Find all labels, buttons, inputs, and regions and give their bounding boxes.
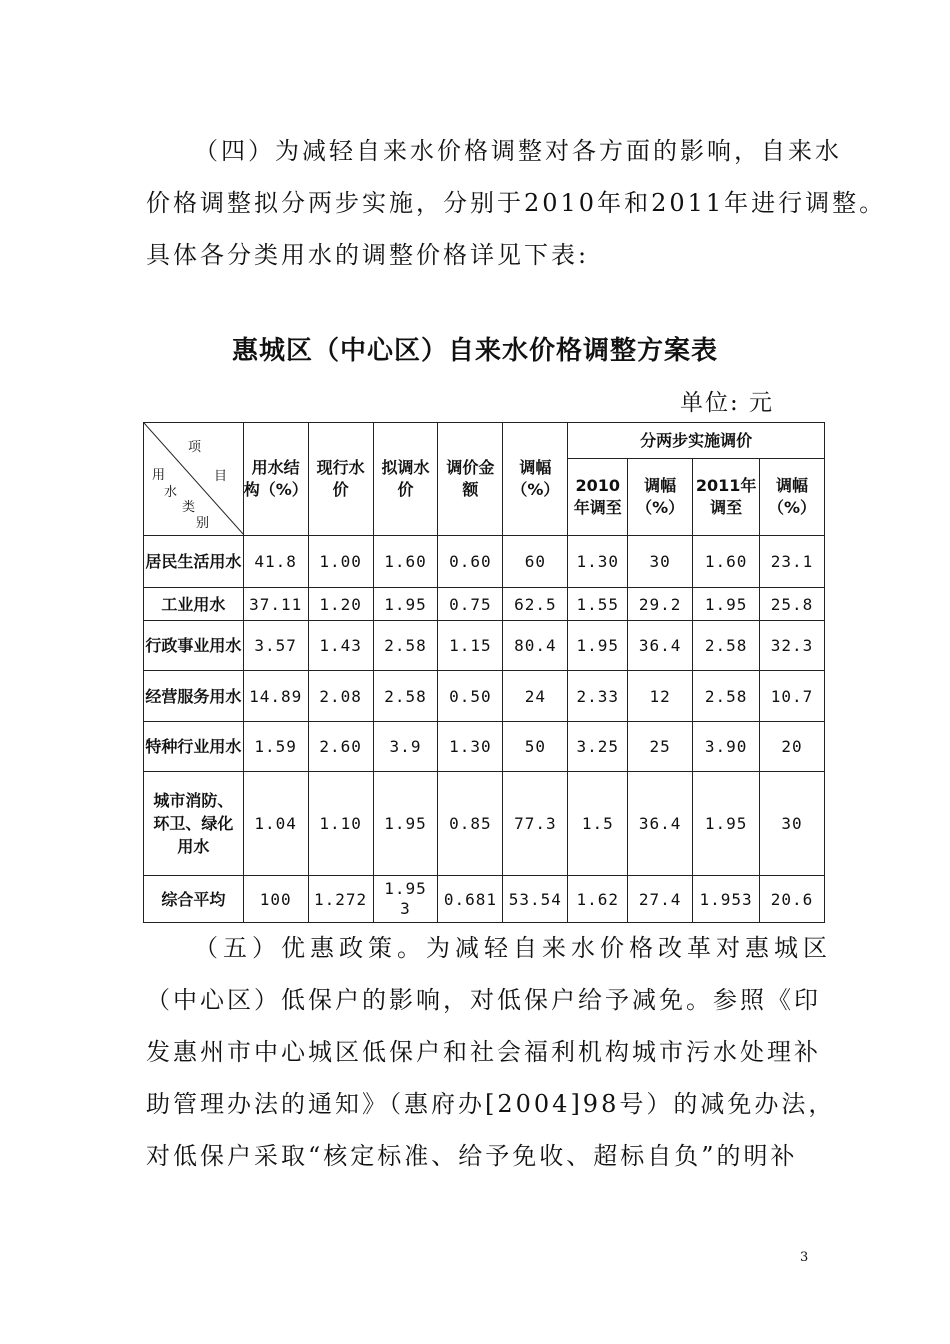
cell-2011: 1.95: [693, 588, 760, 621]
cell-amount: 0.681: [438, 876, 503, 923]
paragraph-line: （五）优惠政策。为减轻自来水价格改革对惠城区: [194, 934, 832, 962]
cell-current: 1.43: [308, 621, 373, 671]
corner-label: 类: [182, 500, 196, 515]
header-adjust-amount: 调价金额: [438, 423, 503, 536]
cell-proposed: 1.95: [373, 772, 438, 876]
table-row: [144, 621, 825, 671]
cell-rate-2011: 30: [760, 772, 825, 876]
cell-rate-2010: 29.2: [628, 588, 693, 621]
cell-current: 1.10: [308, 772, 373, 876]
cell-2011: 1.60: [693, 536, 760, 588]
cell-current: 1.00: [308, 536, 373, 588]
cell-proposed: 1.95: [373, 588, 438, 621]
corner-label: 水: [164, 485, 178, 500]
paragraph-line: 助管理办法的通知》（惠府办[2004]98号）的减免办法，: [146, 1090, 836, 1118]
page-number: 3: [800, 1250, 809, 1265]
cell-proposed: 1.953: [373, 876, 438, 923]
cell-amount: 0.75: [438, 588, 503, 621]
cell-2010: 2.33: [568, 671, 628, 722]
table-row: [144, 876, 825, 923]
table-row: [144, 588, 825, 621]
cell-amount: 0.85: [438, 772, 503, 876]
cell-rate-2011: 32.3: [760, 621, 825, 671]
cell-rate: 24: [503, 671, 568, 722]
header-2011-rate: 调幅（%）: [760, 459, 825, 536]
cell-2010: 1.30: [568, 536, 628, 588]
cell-proposed: 1.60: [373, 536, 438, 588]
cell-proposed: 2.58: [373, 671, 438, 722]
cell-rate: 77.3: [503, 772, 568, 876]
paragraph-line: 具体各分类用水的调整价格详见下表:: [146, 241, 590, 269]
paragraph-line: 对低保户采取“核定标准、给予免收、超标自负”的明补: [146, 1142, 798, 1170]
cell-2011: 2.58: [693, 621, 760, 671]
cell-rate-2010: 27.4: [628, 876, 693, 923]
cell-rate-2011: 20: [760, 722, 825, 772]
cell-rate-2011: 20.6: [760, 876, 825, 923]
cell-2010: 3.25: [568, 722, 628, 772]
row-category: 工业用水: [144, 588, 244, 621]
header-2010-rate: 调幅（%）: [628, 459, 693, 536]
cell-amount: 0.50: [438, 671, 503, 722]
corner-label: 项: [188, 440, 202, 455]
cell-2011: 2.58: [693, 671, 760, 722]
cell-current: 1.272: [308, 876, 373, 923]
cell-proposed: 2.58: [373, 621, 438, 671]
cell-structure: 100: [243, 876, 308, 923]
table-row: [144, 722, 825, 772]
header-two-step: 分两步实施调价: [568, 423, 825, 459]
cell-current: 1.20: [308, 588, 373, 621]
row-category: 特种行业用水: [144, 722, 244, 772]
cell-rate: 60: [503, 536, 568, 588]
cell-2011: 3.90: [693, 722, 760, 772]
cell-rate: 62.5: [503, 588, 568, 621]
cell-2010: 1.62: [568, 876, 628, 923]
header-2010-price: 2010年调至: [568, 459, 628, 536]
row-category: 行政事业用水: [144, 621, 244, 671]
row-category: 经营服务用水: [144, 671, 244, 722]
cell-rate-2010: 12: [628, 671, 693, 722]
paragraph-line: 发惠州市中心城区低保户和社会福利机构城市污水处理补: [146, 1038, 821, 1066]
unit-label: 单位: 元: [680, 390, 775, 416]
corner-label: 别: [196, 516, 210, 531]
cell-rate-2010: 25: [628, 722, 693, 772]
cell-structure: 14.89: [243, 671, 308, 722]
row-category: 居民生活用水: [144, 536, 244, 588]
cell-rate: 50: [503, 722, 568, 772]
table-row: [144, 772, 825, 876]
cell-amount: 1.30: [438, 722, 503, 772]
paragraph-preferential-policy: [146, 922, 836, 1182]
paragraph-line: 价格调整拟分两步实施，分别于2010年和2011年进行调整。: [146, 189, 887, 217]
price-adjustment-table: [143, 422, 825, 923]
paragraph-price-adjustment: [146, 125, 887, 281]
cell-rate-2011: 25.8: [760, 588, 825, 621]
cell-amount: 1.15: [438, 621, 503, 671]
cell-2010: 1.55: [568, 588, 628, 621]
cell-proposed: 3.9: [373, 722, 438, 772]
cell-rate: 53.54: [503, 876, 568, 923]
table-row: [144, 671, 825, 722]
paragraph-line: （四）为减轻自来水价格调整对各方面的影响，自来水: [194, 137, 842, 165]
cell-structure: 37.11: [243, 588, 308, 621]
cell-amount: 0.60: [438, 536, 503, 588]
cell-2010: 1.5: [568, 772, 628, 876]
cell-current: 2.60: [308, 722, 373, 772]
cell-structure: 3.57: [243, 621, 308, 671]
header-structure: 用水结构（%）: [243, 423, 308, 536]
row-category: 城市消防、环卫、绿化用水: [144, 772, 244, 876]
header-corner-cell: [144, 423, 244, 536]
cell-structure: 1.59: [243, 722, 308, 772]
table-title: 惠城区（中心区）自来水价格调整方案表: [231, 336, 718, 366]
cell-current: 2.08: [308, 671, 373, 722]
cell-structure: 1.04: [243, 772, 308, 876]
header-adjust-rate: 调幅（%）: [503, 423, 568, 536]
cell-rate: 80.4: [503, 621, 568, 671]
table-row: [144, 536, 825, 588]
cell-rate-2011: 23.1: [760, 536, 825, 588]
corner-label: 用: [152, 468, 166, 483]
header-current-price: 现行水价: [308, 423, 373, 536]
row-category: 综合平均: [144, 876, 244, 923]
cell-2011: 1.95: [693, 772, 760, 876]
header-proposed-price: 拟调水价: [373, 423, 438, 536]
cell-rate-2010: 36.4: [628, 772, 693, 876]
cell-rate-2010: 30: [628, 536, 693, 588]
header-2011-price: 2011年调至: [693, 459, 760, 536]
cell-structure: 41.8: [243, 536, 308, 588]
cell-2011: 1.953: [693, 876, 760, 923]
cell-rate-2010: 36.4: [628, 621, 693, 671]
corner-label: 目: [214, 469, 228, 484]
cell-2010: 1.95: [568, 621, 628, 671]
paragraph-line: （中心区）低保户的影响，对低保户给予减免。参照《印: [146, 986, 821, 1014]
cell-rate-2011: 10.7: [760, 671, 825, 722]
